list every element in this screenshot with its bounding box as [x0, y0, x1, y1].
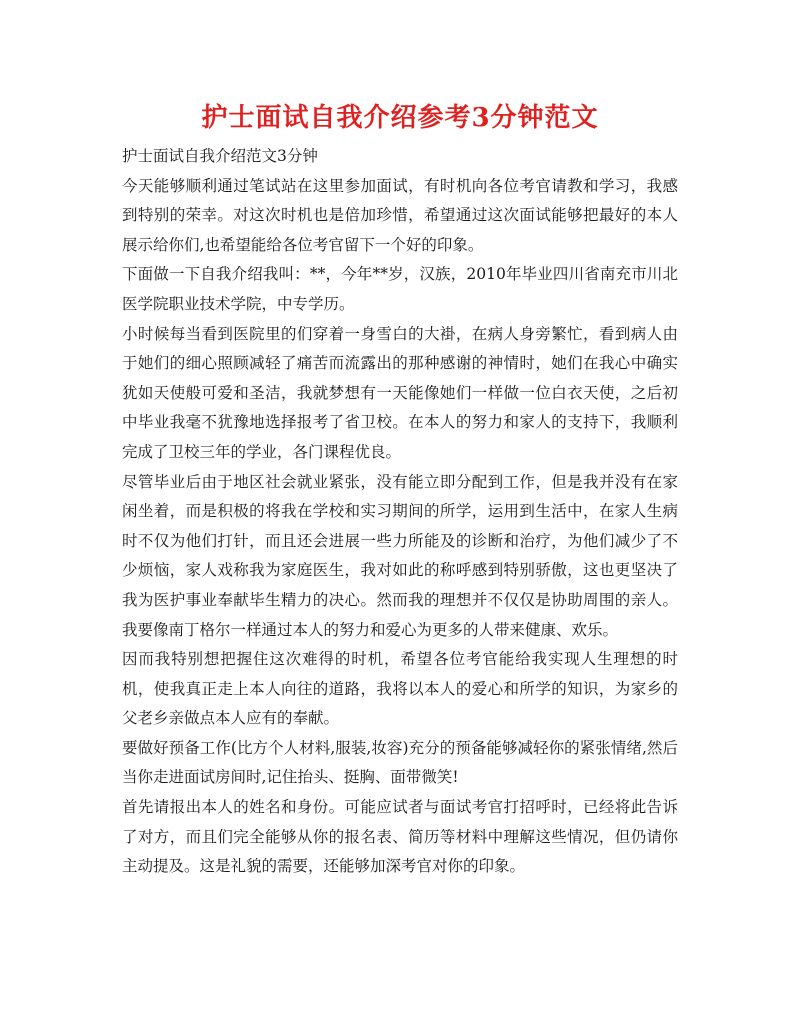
document-title: 护士面试自我介绍参考3分钟范文	[201, 103, 599, 133]
body-paragraph: 首先请报出本人的姓名和身份。可能应试者与面试考官打招呼时，已经将此告诉了对方，而且们完全能够从你的报名表、简历等材料中理解这些情况，但仍请你主动提及。这是礼貌的需要，还能够加深考官对你的印象。	[122, 798, 678, 876]
body-paragraph: 小时候每当看到医院里的们穿着一身雪白的大褂，在病人身旁繁忙，看到病人由于她们的细心照顾减轻了痛苦而流露出的那种感谢的神情时，她们在我心中确实犹如天使般可爱和圣洁，我就梦想有一天能像她们一样做一位白衣天使，之后初中毕业我毫不犹豫地选择报考了省卫校。在本人的努力和家人的支持下，我顺利完成了卫校三年的学业，各门课程优良。	[122, 324, 678, 461]
body-paragraph: 要做好预备工作(比方个人材料,服装,妆容)充分的预备能够减轻你的紧张情绪,然后当你走进面试房间时,记住抬头、挺胸、面带微笑!	[122, 738, 678, 787]
body-paragraph: 下面做一下自我介绍我叫：**，今年**岁，汉族，2010年毕业四川省南充市川北医学院职业技术学院，中专学历。	[122, 265, 678, 313]
body-paragraph: 今天能够顺利通过笔试站在这里参加面试，有时机向各位考官请教和学习，我感到特别的荣幸。对这次时机也是倍加珍惜，希望通过这次面试能够把最好的本人展示给你们,也希望能给各位考官留下一个好的印象。	[122, 176, 678, 254]
body-paragraph: 因而我特别想把握住这次难得的时机，希望各位考官能给我实现人生理想的时机，使我真正走上本人向往的道路，我将以本人的爱心和所学的知识，为家乡的父老乡亲做点本人应有的奉献。	[122, 650, 678, 728]
body-paragraph: 尽管毕业后由于地区社会就业紧张，没有能立即分配到工作，但是我并没有在家闲坐着，而是积极的将我在学校和实习期间的所学，运用到生活中，在家人生病时不仅为他们打针，而且还会进展一些力所能及的诊断和治疗，为他们减少了不少烦恼，家人戏称我为家庭医生，我对如此的称呼感到特别骄傲，这也更坚决了我为医护事业奉献毕生精力的决心。然而我的理想并不仅仅是协助周围的亲人。我要像南丁格尔一样通过本人的努力和爱心为更多的人带来健康、欢乐。	[122, 472, 678, 639]
document-body	[122, 142, 678, 882]
subtitle-paragraph: 护士面试自我介绍范文3分钟	[122, 147, 318, 165]
